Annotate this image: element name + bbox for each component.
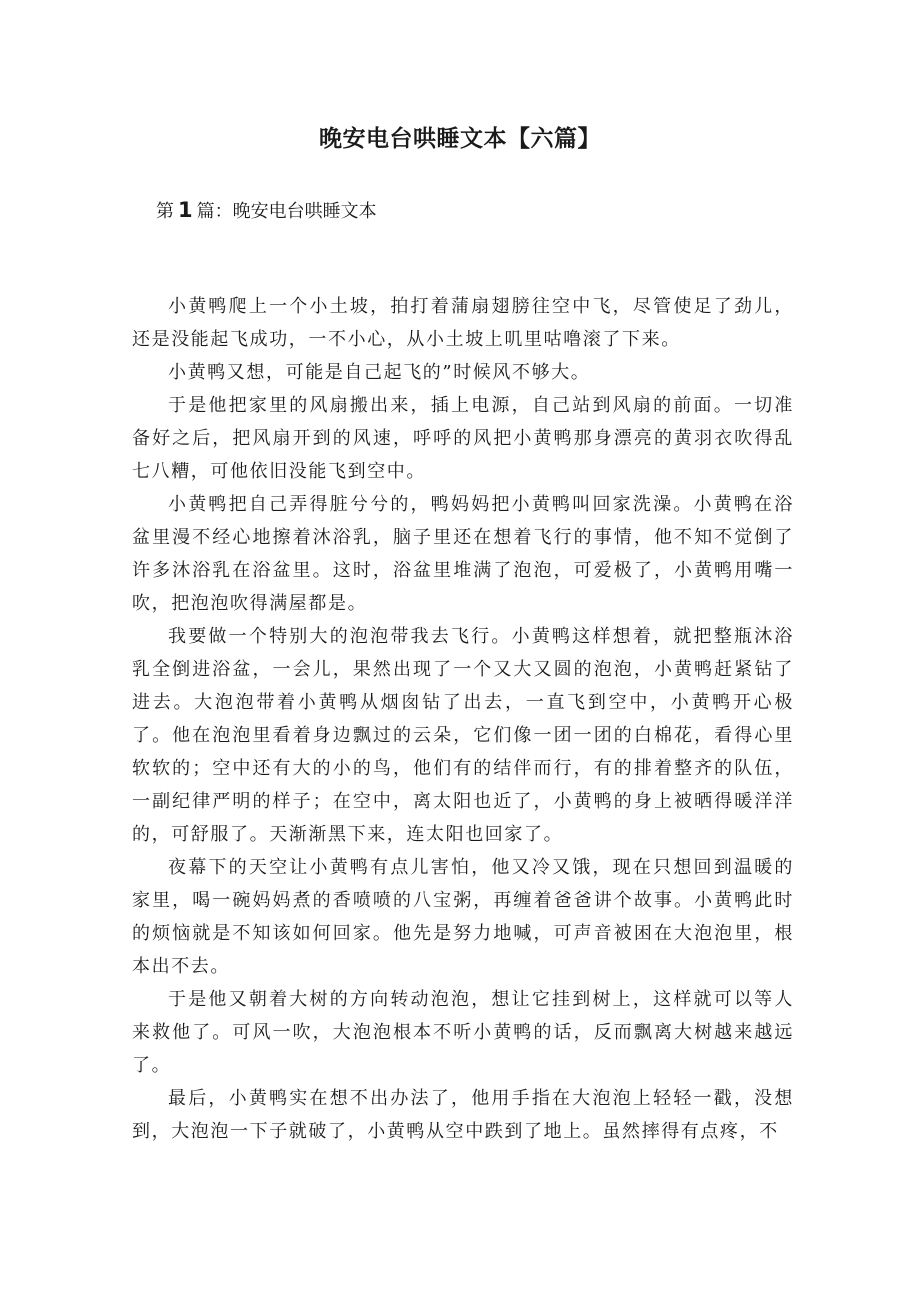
body-text <box>132 290 794 1148</box>
paragraph: 于是他把家里的风扇搬出来，插上电源，自己站到风扇的前面。一切准备好之后，把风扇开到的风速，呼呼的风把小黄鸭那身漂亮的黄羽衣吹得乱七八糟，可他依旧没能飞到空中。 <box>132 395 794 482</box>
paragraph: 最后，小黄鸭实在想不出办法了，他用手指在大泡泡上轻轻一戳，没想到，大泡泡一下子就破了，小黄鸭从空中跌到了地上。虽然摔得有点疼，不 <box>132 1088 794 1142</box>
section-heading <box>156 196 377 226</box>
paragraph: 小黄鸭又想，可能是自己起飞的”时候风不够大。 <box>168 362 591 383</box>
paragraph: 小黄鸭把自己弄得脏兮兮的，鸭妈妈把小黄鸭叫回家洗澡。小黄鸭在浴盆里漫不经心地擦着沐浴乳，脑子里还在想着飞行的事情，他不知不觉倒了许多沐浴乳在浴盆里。这时，浴盆里堆满了泡泡，可爱极了，小黄鸭用嘴一吹，把泡泡吹得满屋都是。 <box>132 494 794 614</box>
section-number: 1 <box>178 198 193 222</box>
section-suffix: 篇：晚安电台哄睡文本 <box>196 201 377 222</box>
paragraph: 我要做一个特别大的泡泡带我去飞行。小黄鸭这样想着，就把整瓶沐浴乳全倒进浴盆，一会儿，果然出现了一个又大又圆的泡泡，小黄鸭赶紧钻了进去。大泡泡带着小黄鸭从烟囱钻了出去，一直飞到空中，小黄鸭开心极了。他在泡泡里看着身边飘过的云朵，它们像一团一团的白棉花，看得心里软软的；空中还有大的小的鸟，他们有的结伴而行，有的排着整齐的队伍，一副纪律严明的样子；在空中，离太阳也近了，小黄鸭的身上被晒得暖洋洋的，可舒服了。天渐渐黑下来，连太阳也回家了。 <box>132 626 794 845</box>
paragraph: 夜幕下的天空让小黄鸭有点儿害怕，他又冷又饿，现在只想回到温暖的家里，喝一碗妈妈煮的香喷喷的八宝粥，再缠着爸爸讲个故事。小黄鸭此时的烦恼就是不知该如何回家。他先是努力地喊，可声音被困在大泡泡里，根本出不去。 <box>132 857 794 977</box>
paragraph: 于是他又朝着大树的方向转动泡泡，想让它挂到树上，这样就可以等人来救他了。可风一吹，大泡泡根本不听小黄鸭的话，反而飘离大树越来越远了。 <box>132 989 794 1076</box>
document-title: 晚安电台哄睡文本【六篇】 <box>319 126 601 152</box>
paragraph: 小黄鸭爬上一个小土坡，拍打着蒲扇翅膀往空中飞，尽管使足了劲儿，还是没能起飞成功，一不小心，从小土坡上叽里咕噜滚了下来。 <box>132 296 794 350</box>
section-prefix: 第 <box>156 201 174 222</box>
